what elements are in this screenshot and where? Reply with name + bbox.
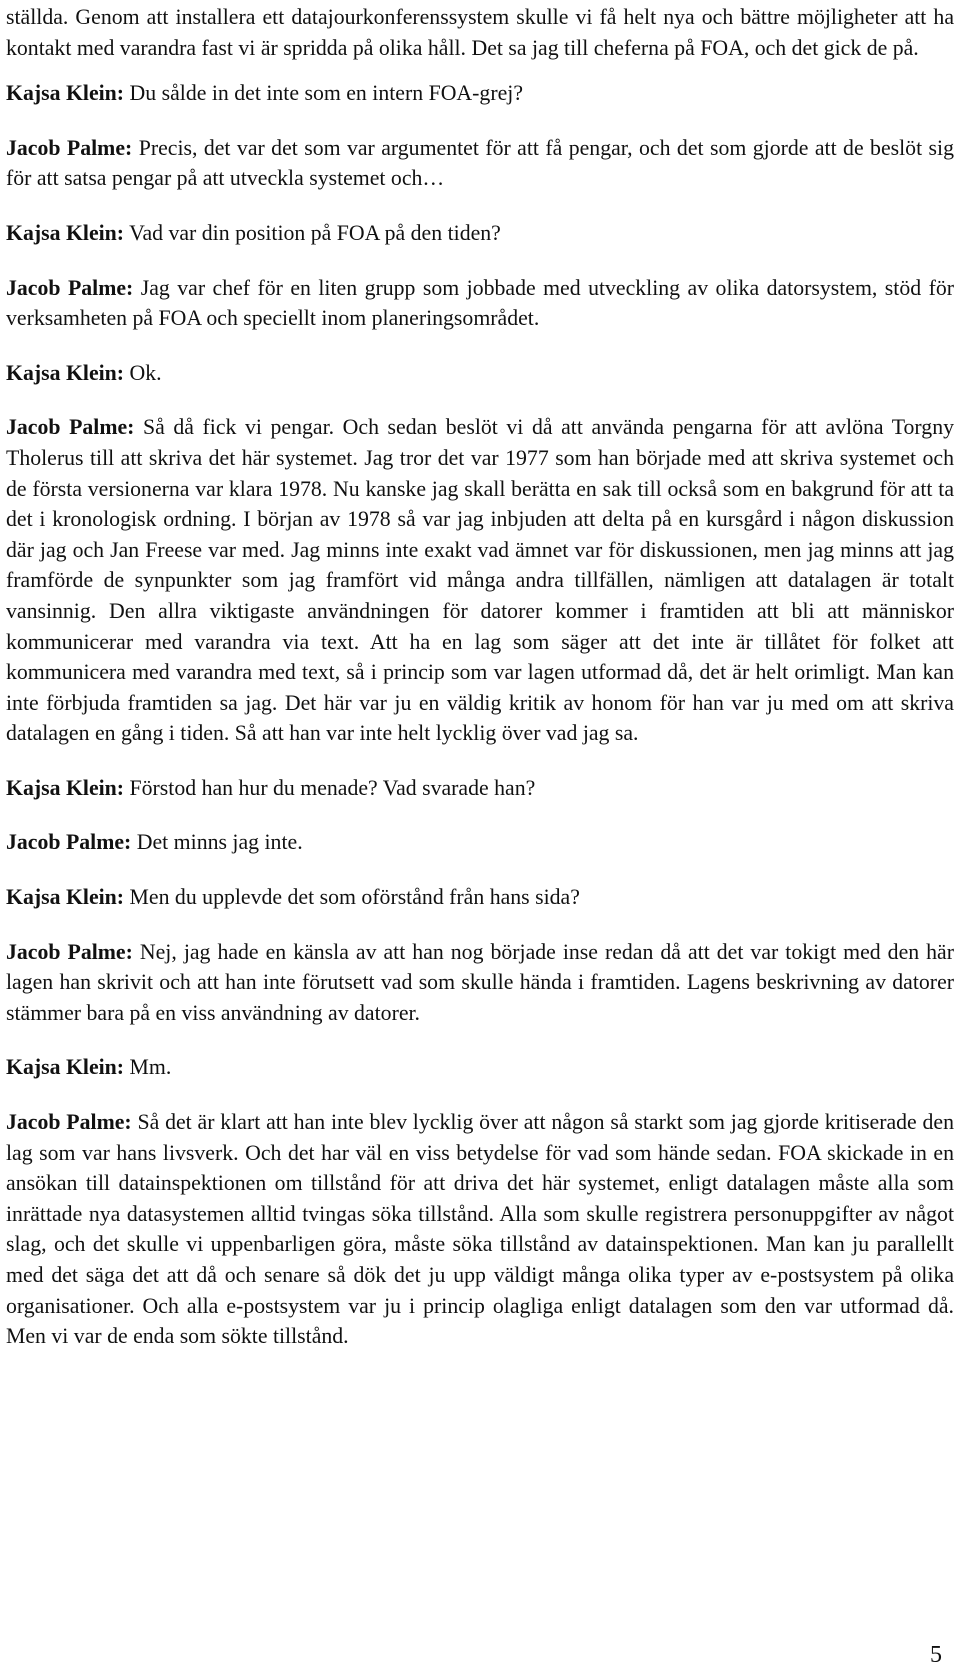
- speaker-name: Jacob Palme:: [6, 275, 134, 300]
- dialogue-text: Det minns jag inte.: [136, 830, 303, 855]
- speaker-name: Jacob Palme:: [6, 939, 133, 964]
- speaker-name: Jacob Palme:: [6, 135, 133, 160]
- dialogue-text: Jag var chef för en liten grupp som jobbade med utveckling av olika datorsystem, stöd för verksamheten på FOA och speciellt inom planeringsområdet.: [6, 275, 954, 331]
- dialogue-text: Vad var din position på FOA på den tiden?: [129, 220, 501, 245]
- dialogue-entry: [6, 773, 954, 804]
- dialogue-text: Ok.: [129, 360, 162, 385]
- speaker-name: Jacob Palme:: [6, 415, 135, 440]
- page-number: 5: [930, 1642, 942, 1668]
- speaker-name: Kajsa Klein:: [6, 81, 125, 106]
- dialogue-entry: [6, 827, 954, 858]
- dialogue-entry: [6, 1052, 954, 1083]
- dialogue-text: Nej, jag hade en känsla av att han nog började inse redan då att det var tokigt med den här lagen han skrivit och att han inte förutsett vad som skulle hända i framtiden. Lagens beskrivning av datorer stämmer bara på en viss användning av datorer.: [6, 939, 954, 1025]
- dialogue-entry: [6, 412, 954, 749]
- dialogue-entry: [6, 882, 954, 913]
- speaker-name: Jacob Palme:: [6, 1110, 132, 1135]
- dialogue-entry: [6, 218, 954, 249]
- speaker-name: Kajsa Klein:: [6, 775, 125, 800]
- dialogue-text: Precis, det var det som var argumentet för att få pengar, och det som gjorde att de beslöt sig för att satsa pengar på att utveckla systemet och…: [6, 135, 954, 191]
- paragraph-continuation: [6, 2, 954, 63]
- dialogue-text: Så det är klart att han inte blev lycklig över att någon så starkt som jag gjorde kritiserade den lag som var hans livsverk. Och det har väl en viss betydelse för vad som hände sedan. FOA skickade in en ansökan till datainspektionen om tillstånd för att driva det här systemet, enligt datalagen måste alla som inrättade nya datasystemen alltid tvingas söka tillstånd. Alla som skulle registrera personuppgifter av något slag, och det skulle vi uppenbarligen göra, måste söka tillstånd av datainspektionen. Man kan ju parallellt med det säga det att då och senare så dök det ju upp väldigt många olika typer av e-postsystem på olika organisationer. Och alla e-postsystem var ju i princip olagliga enligt datalagen som den var utformad då. Men vi var de enda som sökte tillstånd.: [6, 1110, 954, 1349]
- dialogue-entry: [6, 358, 954, 389]
- dialogue-entry: [6, 78, 954, 109]
- speaker-name: Kajsa Klein:: [6, 360, 125, 385]
- dialogue-entry: [6, 273, 954, 334]
- document-page: [6, 0, 954, 1352]
- speaker-name: Jacob Palme:: [6, 830, 132, 855]
- speaker-name: Kajsa Klein:: [6, 220, 125, 245]
- dialogue-entry: [6, 133, 954, 194]
- speaker-name: Kajsa Klein:: [6, 1055, 125, 1080]
- dialogue-text: Så då fick vi pengar. Och sedan beslöt vi då att använda pengarna för att avlöna Torgny Tholerus till att skriva det här systemet. Jag tror det var 1977 som han började med att skriva systemet och de första versionerna var klara 1978. Nu kanske jag skall berätta en sak till också som en bakgrund för att ta det i kronologisk ordning. I början av 1978 så var jag inbjuden att delta på en kursgård i någon diskussion där jag och Jan Freese var med. Jag minns inte exakt vad ämnet var för diskussionen, men jag minns att jag framförde de synpunkter som jag framfört vid många andra tillfällen, nämligen att datalagen är totalt vansinnig. Den allra viktigaste användningen för datorer kommer i framtiden att bli att människor kommunicerar med varandra via text. Att ha en lag som säger att det inte är tillåtet för folket att kommunicera med varandra med text, så i princip som var lagen utformad då, det är helt orimligt. Man kan inte förbjuda framtiden sa jag. Det här var ju en väldig kritik av honom för han var ju med om att skriva datalagen en gång i tiden. Så att han var inte helt lycklig över vad jag sa.: [6, 415, 954, 746]
- dialogue-text: Du sålde in det inte som en intern FOA-grej?: [129, 81, 523, 106]
- dialogue-text: Mm.: [129, 1055, 172, 1080]
- dialogue-entry: [6, 1107, 954, 1352]
- speaker-name: Kajsa Klein:: [6, 885, 125, 910]
- paragraph-text: ställda. Genom att installera ett datajourkonferenssystem skulle vi få helt nya och bättre möjligheter att ha kontakt med varandra fast vi är spridda på olika håll. Det sa jag till cheferna på FOA, och det gick de på.: [6, 5, 954, 60]
- dialogue-entry: [6, 937, 954, 1029]
- dialogue-text: Men du upplevde det som oförstånd från hans sida?: [129, 885, 580, 910]
- dialogue-text: Förstod han hur du menade? Vad svarade han?: [129, 775, 536, 800]
